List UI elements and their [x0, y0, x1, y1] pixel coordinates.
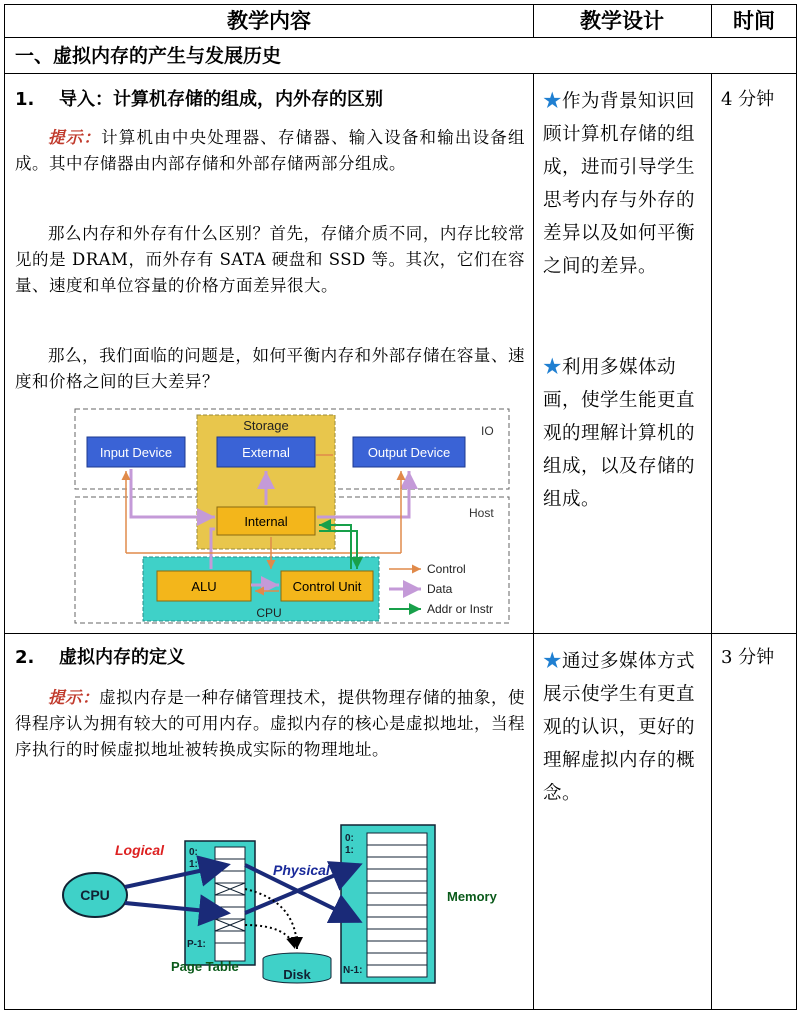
- col-divider: [533, 73, 534, 1009]
- memory-label: Memory: [447, 889, 497, 904]
- item-1-design-1-text: 作为背景知识回顾计算机存储的组成，进而引导学生思考内存与外存的差异以及如何平衡之间的差异。: [543, 91, 696, 277]
- hint-label: 提示：: [48, 128, 102, 147]
- external-label: External: [242, 445, 290, 460]
- item-2-number: 2.: [15, 647, 35, 668]
- internal-label: Internal: [244, 514, 288, 529]
- logical-label: Logical: [115, 842, 165, 858]
- output-device-label: Output Device: [367, 445, 451, 460]
- io-label: IO: [481, 424, 494, 438]
- hint-text: 虚拟内存是一种存储管理技术，提供物理存储的抽象，使得程序认为拥有较大的可用内存。虚拟内存的核心是虚拟地址，当程序执行的时候虚拟地址被转换成实际的物理地址。: [15, 688, 526, 759]
- svg-text:N-1:: N-1:: [343, 965, 363, 976]
- header-rule: [5, 37, 796, 38]
- item-1-design-2: [543, 351, 707, 516]
- header-design: 教学设计: [580, 9, 664, 33]
- section-title: 一、虚拟内存的产生与发展历史: [15, 45, 282, 67]
- item-2-hint: [15, 685, 525, 763]
- item-1-para3: 那么，我们面临的问题是，如何平衡内存和外部存储在容量、速度和价格之间的巨大差异？: [15, 346, 525, 391]
- header-time: 时间: [733, 9, 775, 33]
- svg-text:1:: 1:: [345, 845, 354, 856]
- page-table-label: Page Table: [171, 959, 239, 974]
- item-1-title: [15, 87, 383, 113]
- item-2-time: 3 分钟: [721, 647, 775, 668]
- svg-text:1:: 1:: [189, 859, 198, 870]
- legend-control: Control: [427, 562, 466, 576]
- item-1-para2: 那么内存和外存有什么区别？首先，存储介质不同，内存比较常见的是 DRAM，而外存有 SATA 硬盘和 SSD 等。其次，它们在容量、速度和单位容量的价格方面差异很大。: [15, 224, 525, 295]
- page-table-column: [215, 847, 245, 961]
- item-1-time: 4 分钟: [721, 89, 775, 110]
- virtual-memory-diagram: [59, 821, 515, 991]
- col-divider: [711, 73, 712, 1009]
- storage-label: Storage: [243, 418, 289, 433]
- item-2-design-1: [543, 645, 707, 810]
- header-content: 教学内容: [227, 9, 311, 33]
- star-icon: ★: [543, 651, 563, 672]
- svg-text:P-1:: P-1:: [187, 939, 206, 950]
- host-label: Host: [469, 506, 494, 520]
- hint-label: 提示：: [48, 688, 100, 707]
- item-rule: [5, 633, 796, 634]
- lesson-table: [4, 4, 797, 1010]
- computer-organization-diagram: [71, 405, 515, 627]
- control-unit-label: Control Unit: [292, 579, 362, 594]
- cpu-node-label: CPU: [80, 887, 110, 903]
- star-icon: ★: [543, 91, 563, 112]
- item-1-number: 1.: [15, 89, 35, 110]
- legend-addr: Addr or Instr: [427, 602, 494, 616]
- alu-label: ALU: [191, 579, 217, 594]
- item-1-hint: [15, 125, 525, 177]
- item-2-design-1-text: 通过多媒体方式展示使学生有更直观的认识，更好的理解虚拟内存的概念。: [543, 651, 696, 804]
- svg-text:0:: 0:: [189, 847, 198, 858]
- disk-label: Disk: [283, 967, 311, 982]
- star-icon: ★: [543, 357, 563, 378]
- input-device-label: Input Device: [99, 445, 173, 460]
- section-rule: [5, 73, 796, 74]
- item-1-design-1: [543, 85, 707, 283]
- physical-label: Physical: [273, 862, 330, 878]
- item-2-title-text: 虚拟内存的定义: [59, 647, 185, 668]
- legend-data: Data: [427, 582, 453, 596]
- svg-text:0:: 0:: [345, 833, 354, 844]
- item-2-title: [15, 645, 185, 671]
- hint-text: 计算机由中央处理器、存储器、输入设备和输出设备组成。其中存储器由内部存储和外部存储两部分组成。: [15, 128, 526, 173]
- cpu-region-label: CPU: [256, 606, 282, 620]
- item-1-design-2-text: 利用多媒体动画，使学生能更直观的理解计算机的组成，以及存储的组成。: [543, 357, 696, 510]
- item-1-title-text: 导入：计算机存储的组成，内外存的区别: [59, 89, 383, 110]
